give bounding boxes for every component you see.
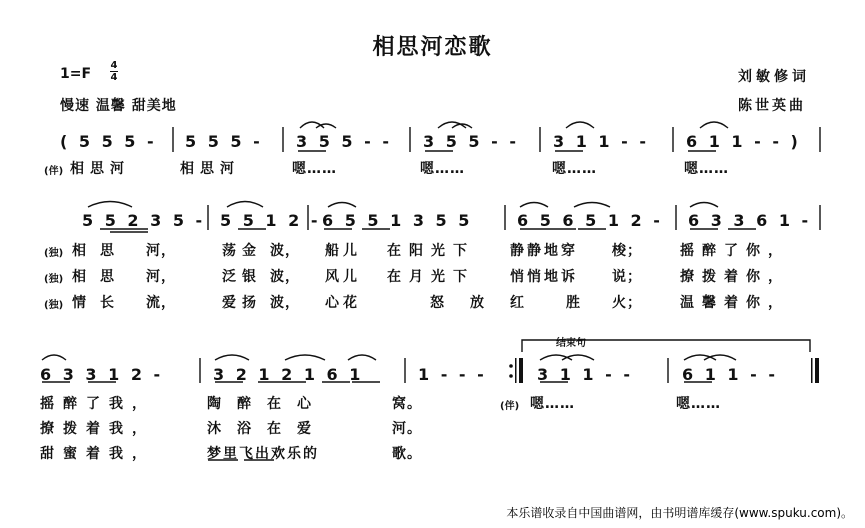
verse2-lyric-8: 说； (612, 269, 642, 285)
measure-2-4: 6 5 6 5 1 2 - (517, 211, 663, 230)
slur (348, 355, 376, 360)
row1-lyric-4: 嗯…… (420, 161, 465, 177)
measure-1-1: ( 5 5 5 - (60, 132, 157, 151)
slur (300, 122, 324, 128)
row3-verse1-lyric-3: 窝。 (392, 396, 422, 412)
repeat-barline (519, 358, 523, 383)
song-title: 相思河恋歌 (372, 35, 493, 60)
slur (316, 124, 336, 128)
verse2-lyric-3: 泛银 (222, 269, 262, 285)
slur (227, 202, 263, 208)
row1-accompaniment-tag: (伴) (44, 166, 64, 177)
slur (88, 202, 132, 208)
verse1-tag: (独) (44, 248, 64, 259)
verse3-lyric-6: 怒放红 (430, 295, 550, 311)
row1-lyric-5: 嗯…… (552, 161, 597, 177)
measure-2-5: 6 3 3 6 1 - (688, 211, 812, 230)
lyricist-credit: 刘敏修词 (738, 69, 810, 85)
repeat-dot (509, 364, 513, 368)
repeat-barline (515, 358, 517, 383)
row3-verse2-lyric-1: 撩拨着我， (40, 421, 155, 437)
row3-verse1-lyric-1: 摇醉了我， (40, 396, 155, 412)
row3-verse3-lyric-3: 歌。 (392, 446, 422, 462)
verse1-lyric-9: 摇醉了你， (680, 243, 790, 259)
row1-lyric-3: 嗯…… (292, 161, 337, 177)
slur (704, 355, 736, 360)
measure-2-3: 6 5 5 1 3 5 5 (322, 211, 473, 230)
measure-1-3: 3 5 5 - - (296, 132, 392, 151)
row3-verse3-lyric-1: 甜蜜着我， (40, 446, 155, 462)
slur (690, 203, 718, 208)
key-signature: 1=F (60, 66, 92, 82)
row3-hum-2: 嗯…… (676, 396, 721, 412)
row1-lyric-2: 相思河 (180, 161, 240, 177)
verse2-lyric-7: 悄悄地诉 (510, 269, 578, 285)
measure-2-1: 5 5 2 3 5 - (82, 211, 206, 230)
time-signature-top: 4 (110, 60, 118, 71)
verse2-lyric-2: 河， (146, 269, 176, 285)
slur (285, 355, 325, 360)
tempo-marking: 慢速 温馨 甜美地 (60, 98, 177, 114)
verse2-lyric-1: 相思 (72, 269, 128, 285)
final-barline (815, 358, 819, 383)
verse1-lyric-8: 梭； (612, 243, 642, 259)
verse1-lyric-1: 相思 (72, 243, 128, 259)
final-barline (811, 358, 813, 383)
row3-hum-1: 嗯…… (530, 396, 575, 412)
verse3-lyric-5: 心花 (325, 295, 361, 311)
verse3-lyric-2: 流， (146, 295, 176, 311)
row3-verse2-lyric-2: 沐浴在爱 (207, 421, 327, 437)
slur (215, 355, 249, 360)
measure-3-5: 6 1 1 - - (682, 365, 778, 384)
row3-verse1-lyric-2: 陶醉在心 (207, 396, 327, 412)
verse1-lyric-4: 波， (270, 243, 300, 259)
slur (700, 122, 728, 128)
verse3-lyric-9: 温馨着你， (680, 295, 790, 311)
verse2-lyric-9: 撩拨着你， (680, 269, 790, 285)
measure-3-2: 3 2 1 2 1 6 1 (213, 365, 364, 384)
verse2-lyric-4: 波， (270, 269, 300, 285)
row1-lyric-6: 嗯…… (684, 161, 729, 177)
verse3-lyric-8: 火； (612, 295, 642, 311)
measure-1-6: 6 1 1 - - ) (686, 132, 801, 151)
time-signature-bottom: 4 (110, 72, 118, 83)
verse2-lyric-5: 风儿 (325, 269, 361, 285)
slur (438, 122, 466, 128)
verse1-lyric-3: 荡金 (222, 243, 262, 259)
slur (42, 355, 66, 360)
slur (520, 203, 548, 208)
slur (540, 355, 572, 360)
measure-3-3: 1 - - - (418, 365, 487, 384)
verse1-lyric-7: 静静地穿 (510, 243, 578, 259)
measure-2-2: 5 5 1 2 - (220, 211, 321, 230)
verse2-lyric-6: 在月光下 (387, 269, 475, 285)
row3-accompaniment-tag: (伴) (500, 401, 520, 412)
ending-phrase-label: 结束句 (556, 338, 586, 349)
verse3-lyric-3: 爱扬 (222, 295, 262, 311)
measure-1-5: 3 1 1 - - (553, 132, 649, 151)
slur (574, 203, 610, 208)
slur (566, 122, 594, 128)
verse3-lyric-4: 波， (270, 295, 300, 311)
verse2-tag: (独) (44, 274, 64, 285)
verse3-lyric-7: 胜 (566, 295, 581, 311)
row3-verse3-lyric-2: 梦里飞出欢乐的 (207, 446, 319, 462)
repeat-dot (509, 374, 513, 378)
composer-credit: 陈世英曲 (738, 98, 806, 114)
measure-1-4: 3 5 5 - - (423, 132, 519, 151)
slur (328, 203, 356, 208)
slur (684, 355, 716, 360)
verse1-lyric-6: 在阳光下 (387, 243, 475, 259)
measure-3-4: 3 1 1 - - (537, 365, 633, 384)
measure-3-1: 6 3 3 1 2 - (40, 365, 164, 384)
verse3-lyric-1: 情长 (72, 295, 128, 311)
verse1-lyric-5: 船儿 (325, 243, 361, 259)
row3-verse2-lyric-3: 河。 (392, 421, 422, 437)
row1-lyric-1: 相思河 (70, 161, 130, 177)
measure-1-2: 5 5 5 - (185, 132, 263, 151)
slur (452, 124, 472, 128)
verse3-tag: (独) (44, 300, 64, 311)
slur (562, 355, 594, 360)
verse1-lyric-2: 河， (146, 243, 176, 259)
time-signature (110, 60, 118, 83)
source-footer: 本乐谱收录自中国曲谱网，由书明谱库缓存(www.spuku.com)。 (506, 506, 853, 520)
